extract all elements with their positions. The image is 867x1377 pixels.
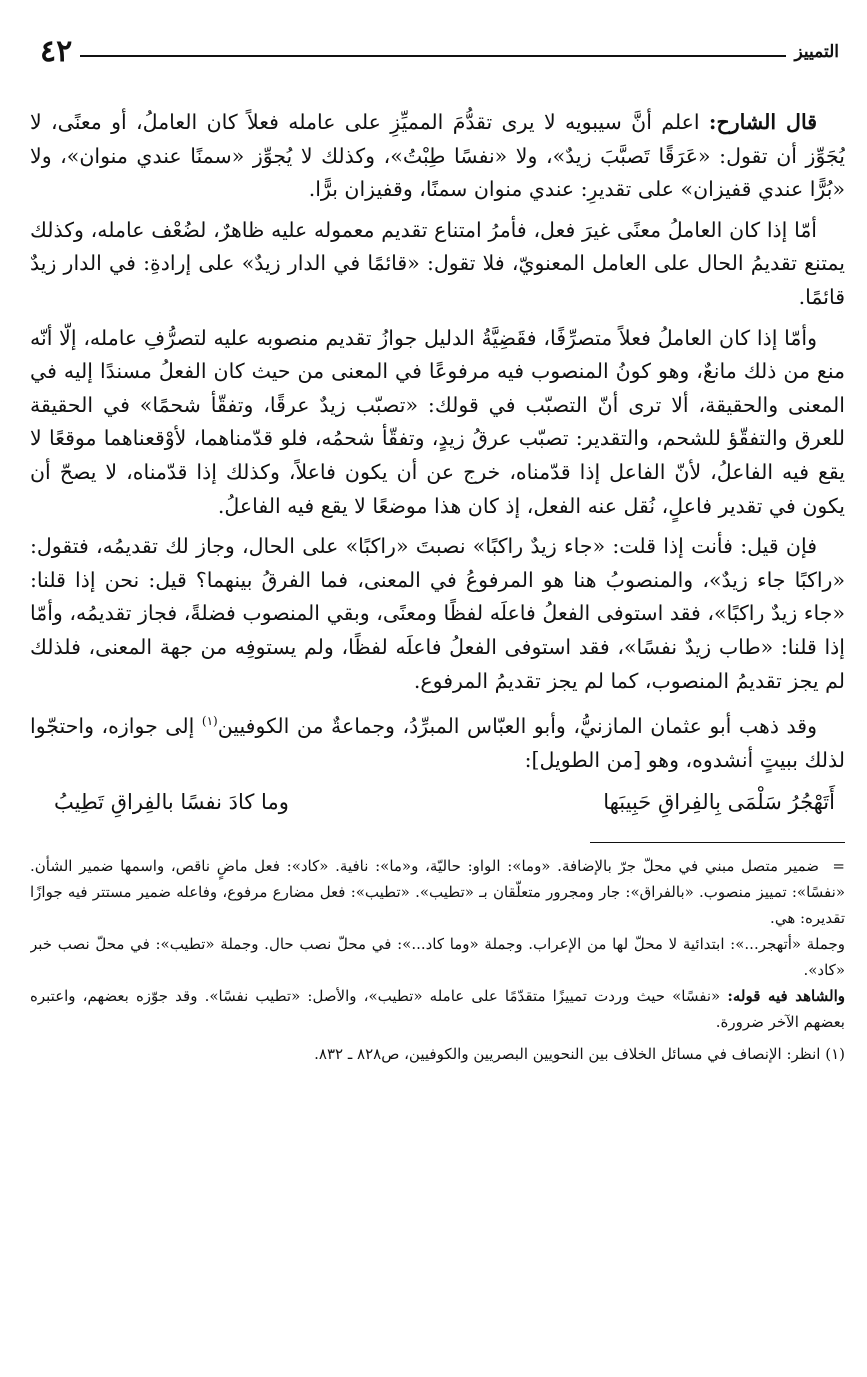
footnote-reference-note — [30, 1041, 845, 1067]
witness-label: والشاهد فيه قوله: — [727, 987, 845, 1006]
footnote-line-1: ضمير متصل مبني في محلّ جرّ بالإضافة. «وما»: الواو: حاليّة، و«ما»: نافية. «كاد»: فعل ماضٍ ناقص، واسمها ضمير الشأن. «نفسًا»: تمييز منصوب. «بالفراق»: جار ومجرور متعلّقان بـ «تطيب». «تطيب»: فعل مضارع مرفوع، وفاعله ضمير مستتر فيه جوازًا تقديره: هي. — [30, 857, 845, 928]
page-number: ٤٢ — [40, 34, 73, 69]
witness-text: «نفسًا» حيث وردت تمييزًا متقدّمًا على عامله «تطيب»، والأصل: «تطيب نفسًا». وقد جوّزه بعضهم، واعتبره بعضهم الآخر ضرورة. — [30, 987, 845, 1032]
footnote-number: (١) — [825, 1045, 845, 1064]
paragraph-4: فإن قيل: فأنت إذا قلت: «جاء زيدٌ راكبًا» نصبتَ «راكبًا» على الحال، وجاز لك تقديمُه، فتقول: «راكبًا جاء زيدٌ»، والمنصوبُ هنا هو المرفوعُ في المعنى، فما الفرقُ بينهما؟ قيل: نحن إذا قلنا: «جاء زيدٌ راكبًا»، فقد استوفى الفعلُ فاعلَه لفظًا ومعنًى، وبقي المنصوب فضلةً، فجاز تقديمُه، وأمّا إذا قلنا: «طاب زيدٌ نفسًا»، فقد استوفى الفعلُ فاعلَه لفظًا، ولم يستوفِه من جهة المعنى، فلذلك لم يجز تقديمُ المنصوب، كما لم يجز تقديمُ المرفوع. — [30, 534, 845, 693]
commentator-lead: قال الشارح: — [708, 110, 817, 134]
paragraph-1 — [30, 106, 845, 207]
paragraph-3: وأمّا إذا كان العاملُ فعلاً متصرِّفًا، فقَضِيَّةُ الدليل جوازُ تقديم منصوبه عليه لتصرُّفِ عامله، إلّا أنّه منع من ذلك مانعٌ، وهو كونُ المنصوب فيه مرفوعًا في المعنى من حيث كان الفعلُ مسندًا إليه في المعنى والحقيقة، ألا ترى أنّ التصبّب في قولك: «تصبّب زيدٌ عرقًا، وتفقّأ شحمًا» في الحقيقة للعرق والتفقّؤ للشحم، والتقدير: تصبّب عرقُ زيدٍ، وتفقّأ شحمُه، فلو قدّمناهما، لأوْقعناهما موقعًا لا يقع فيه الفاعلُ، لأنّ الفاعل إذا قدّمناه، خرج عن أن يكون فاعلاً، وكذلك إذا قدّمناه، لا يصحّ أن يكون في تقدير فاعلٍ، نُقل عنه الفعل، إذ كان هذا موضعًا لا يقع فيه الفاعلُ. — [30, 325, 845, 518]
footnote-continued — [30, 853, 845, 931]
footnote-citation: انظر: الإنصاف في مسائل الخلاف بين النحويين البصريين والكوفيين، ص٨٢٨ ـ ٨٣٢. — [314, 1045, 826, 1064]
paragraph-5 — [30, 705, 845, 777]
footnote-line-2: وجملة «أتهجر...»: ابتدائية لا محلّ لها من الإعراب. وجملة «وما كاد...»: في محلّ نصب حال. وجملة «تطيب»: في محلّ نصب خبر «كاد». — [30, 935, 845, 980]
footnote-reference: (١) — [201, 714, 218, 729]
footnote-witness — [30, 983, 845, 1035]
paragraph-2: أمّا إذا كان العاملُ معنًى غيرَ فعل، فأمرُ امتناع تقديم معموله عليه ظاهرٌ، لضُعْف عامله، وكذلك يمتنع تقديمُ الحال على العامل المعنويّ، فلا تقول: «قائمًا في الدار زيدٌ» على إرادةِ: في الدار زيدٌ قائمًا. — [30, 217, 845, 309]
continuation-marker: = — [832, 857, 845, 876]
paragraph-5-continuation: إلى جوازه، واحتجّوا لذلك ببيتٍ أنشدوه، وهو [من الطويل]: — [30, 713, 845, 772]
book-page — [30, 28, 845, 1358]
header-rule — [80, 55, 786, 57]
footnote-separator — [590, 842, 845, 843]
paragraph-1-text: اعلم أنَّ سيبويه لا يرى تقدُّمَ المميِّزِ على عامله فعلاً كان العاملُ، أو معنًى، لا يُجَوِّز أن تقول: «عَرَقًا تَصبَّبَ زيدٌ»، ولا «نفسًا طِبْتُ»، وكذلك لا يُجوِّز «سمنًا عندي منوان»، ولا «بُرًّا عندي قفيزان» على تقديرِ: عندي منوان سمنًا، وقفيزان برًّا. — [30, 110, 845, 202]
running-head — [30, 28, 845, 76]
poetry-verse — [30, 784, 845, 820]
verse-first-hemistich: أَتَهْجُرُ سَلْمَى بِالفِراقِ حَبِيبَها — [603, 790, 835, 815]
verse-second-hemistich: وما كادَ نفسًا بالفِراقِ تَطِيبُ — [54, 790, 289, 815]
paragraph-5-text: وقد ذهب أبو عثمان المازنيُّ، وأبو العبّاس المبرِّدُ، وجماعةٌ من الكوفيين — [217, 713, 817, 738]
body-text — [30, 106, 845, 820]
chapter-title: التمييز — [794, 42, 839, 62]
footnotes — [30, 853, 845, 1067]
